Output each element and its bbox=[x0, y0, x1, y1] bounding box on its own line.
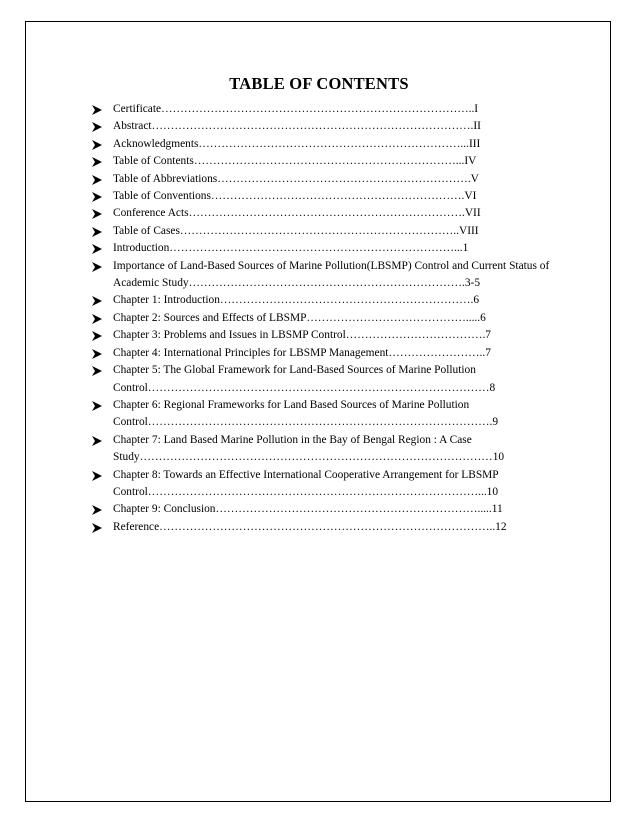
toc-entry-text: Chapter 9: Conclusion…………………………………………………………….....11 bbox=[113, 503, 503, 516]
toc-entry-text: Study…………………………………………………………………………………10 bbox=[113, 451, 505, 464]
toc-entry bbox=[92, 153, 562, 170]
toc-entry bbox=[92, 292, 562, 309]
arrow-bullet-icon bbox=[92, 432, 104, 449]
toc-entry-text: Chapter 4: International Principles for LBSMP Management……………………..7 bbox=[113, 346, 491, 359]
arrow-bullet-icon bbox=[92, 362, 104, 379]
arrow-bullet-icon bbox=[92, 397, 104, 414]
arrow-bullet-icon bbox=[92, 118, 104, 135]
toc-entry-text: Table of Cases………………………………………………………………..VIII bbox=[113, 224, 479, 237]
arrow-bullet-icon bbox=[92, 153, 104, 170]
toc-entry bbox=[92, 118, 562, 135]
toc-entry-text: Table of Abbreviations………………………………………………………….V bbox=[113, 172, 479, 185]
arrow-bullet-icon bbox=[92, 345, 104, 362]
arrow-bullet-icon bbox=[92, 519, 104, 536]
toc-entry-text: Chapter 7: Land Based Marine Pollution in the Bay of Bengal Region : A Case bbox=[113, 433, 472, 446]
toc-entry bbox=[92, 136, 562, 153]
arrow-bullet-icon bbox=[92, 292, 104, 309]
toc-entry bbox=[92, 188, 562, 205]
arrow-bullet-icon bbox=[92, 136, 104, 153]
toc-entry bbox=[92, 362, 562, 397]
arrow-bullet-icon bbox=[92, 188, 104, 205]
toc-entry-text: Chapter 3: Problems and Issues in LBSMP Control……………………………….7 bbox=[113, 329, 491, 342]
toc-entry bbox=[92, 171, 562, 188]
toc-entry bbox=[92, 240, 562, 257]
toc-entry-text: Control……………………………………………………………………………...10 bbox=[113, 485, 499, 498]
toc-entry bbox=[92, 101, 562, 118]
toc-entry-text: Acknowledgments……………………………………………………………...III bbox=[113, 137, 481, 150]
toc-entry-text: Academic Study……………………………………………………………….3-5 bbox=[113, 277, 481, 290]
toc-entry bbox=[92, 432, 562, 467]
arrow-bullet-icon bbox=[92, 258, 104, 275]
arrow-bullet-icon bbox=[92, 467, 104, 484]
arrow-bullet-icon bbox=[92, 223, 104, 240]
toc-entry-text: Control………………………………………………………………………………8 bbox=[113, 381, 496, 394]
page-title: TABLE OF CONTENTS bbox=[229, 74, 409, 93]
arrow-bullet-icon bbox=[92, 101, 104, 118]
toc-entry-text: Chapter 8: Towards an Effective International Cooperative Arrangement for LBSMP bbox=[113, 468, 499, 481]
toc-entry-text: Chapter 5: The Global Framework for Land-Based Sources of Marine Pollution bbox=[113, 364, 476, 377]
toc-entry-text: Control……………………………………………………………………………….9 bbox=[113, 416, 499, 429]
arrow-bullet-icon bbox=[92, 240, 104, 257]
toc-entry-text: Chapter 6: Regional Frameworks for Land Based Sources of Marine Pollution bbox=[113, 398, 470, 411]
toc-entry bbox=[92, 205, 562, 222]
toc-entry-text: Abstract………………………………………………………………………….II bbox=[113, 120, 481, 133]
toc-entry-text: Importance of Land-Based Sources of Marine Pollution(LBSMP) Control and Current Status of bbox=[113, 259, 550, 272]
toc-entry bbox=[92, 519, 562, 536]
table-of-contents-list bbox=[92, 101, 562, 536]
arrow-bullet-icon bbox=[92, 310, 104, 327]
toc-entry-text: Table of Contents……………………………………………………………...IV bbox=[113, 155, 477, 168]
toc-entry-text: Reference……………………………………………………………………………..12 bbox=[113, 520, 507, 533]
arrow-bullet-icon bbox=[92, 205, 104, 222]
toc-entry bbox=[92, 310, 562, 327]
toc-entry bbox=[92, 345, 562, 362]
toc-entry bbox=[92, 467, 562, 502]
toc-entry-text: Chapter 1: Introduction………………………………………………………….6 bbox=[113, 294, 480, 307]
toc-entry bbox=[92, 501, 562, 518]
toc-entry bbox=[92, 397, 562, 432]
arrow-bullet-icon bbox=[92, 327, 104, 344]
toc-entry bbox=[92, 258, 562, 293]
arrow-bullet-icon bbox=[92, 171, 104, 188]
toc-entry bbox=[92, 223, 562, 240]
toc-entry-text: Table of Conventions………………………………………………………….VI bbox=[113, 190, 477, 203]
arrow-bullet-icon bbox=[92, 501, 104, 518]
toc-entry-text: Certificate………………………………………………………………………..I bbox=[113, 103, 479, 115]
toc-entry-text: Chapter 2: Sources and Effects of LBSMP…………………………………….....6 bbox=[113, 311, 486, 324]
toc-entry-text: Conference Acts……………………………………………………………….VII bbox=[113, 207, 481, 220]
toc-entry bbox=[92, 327, 562, 344]
toc-entry-text: Introduction…………………………………………………………………...1 bbox=[113, 242, 469, 255]
